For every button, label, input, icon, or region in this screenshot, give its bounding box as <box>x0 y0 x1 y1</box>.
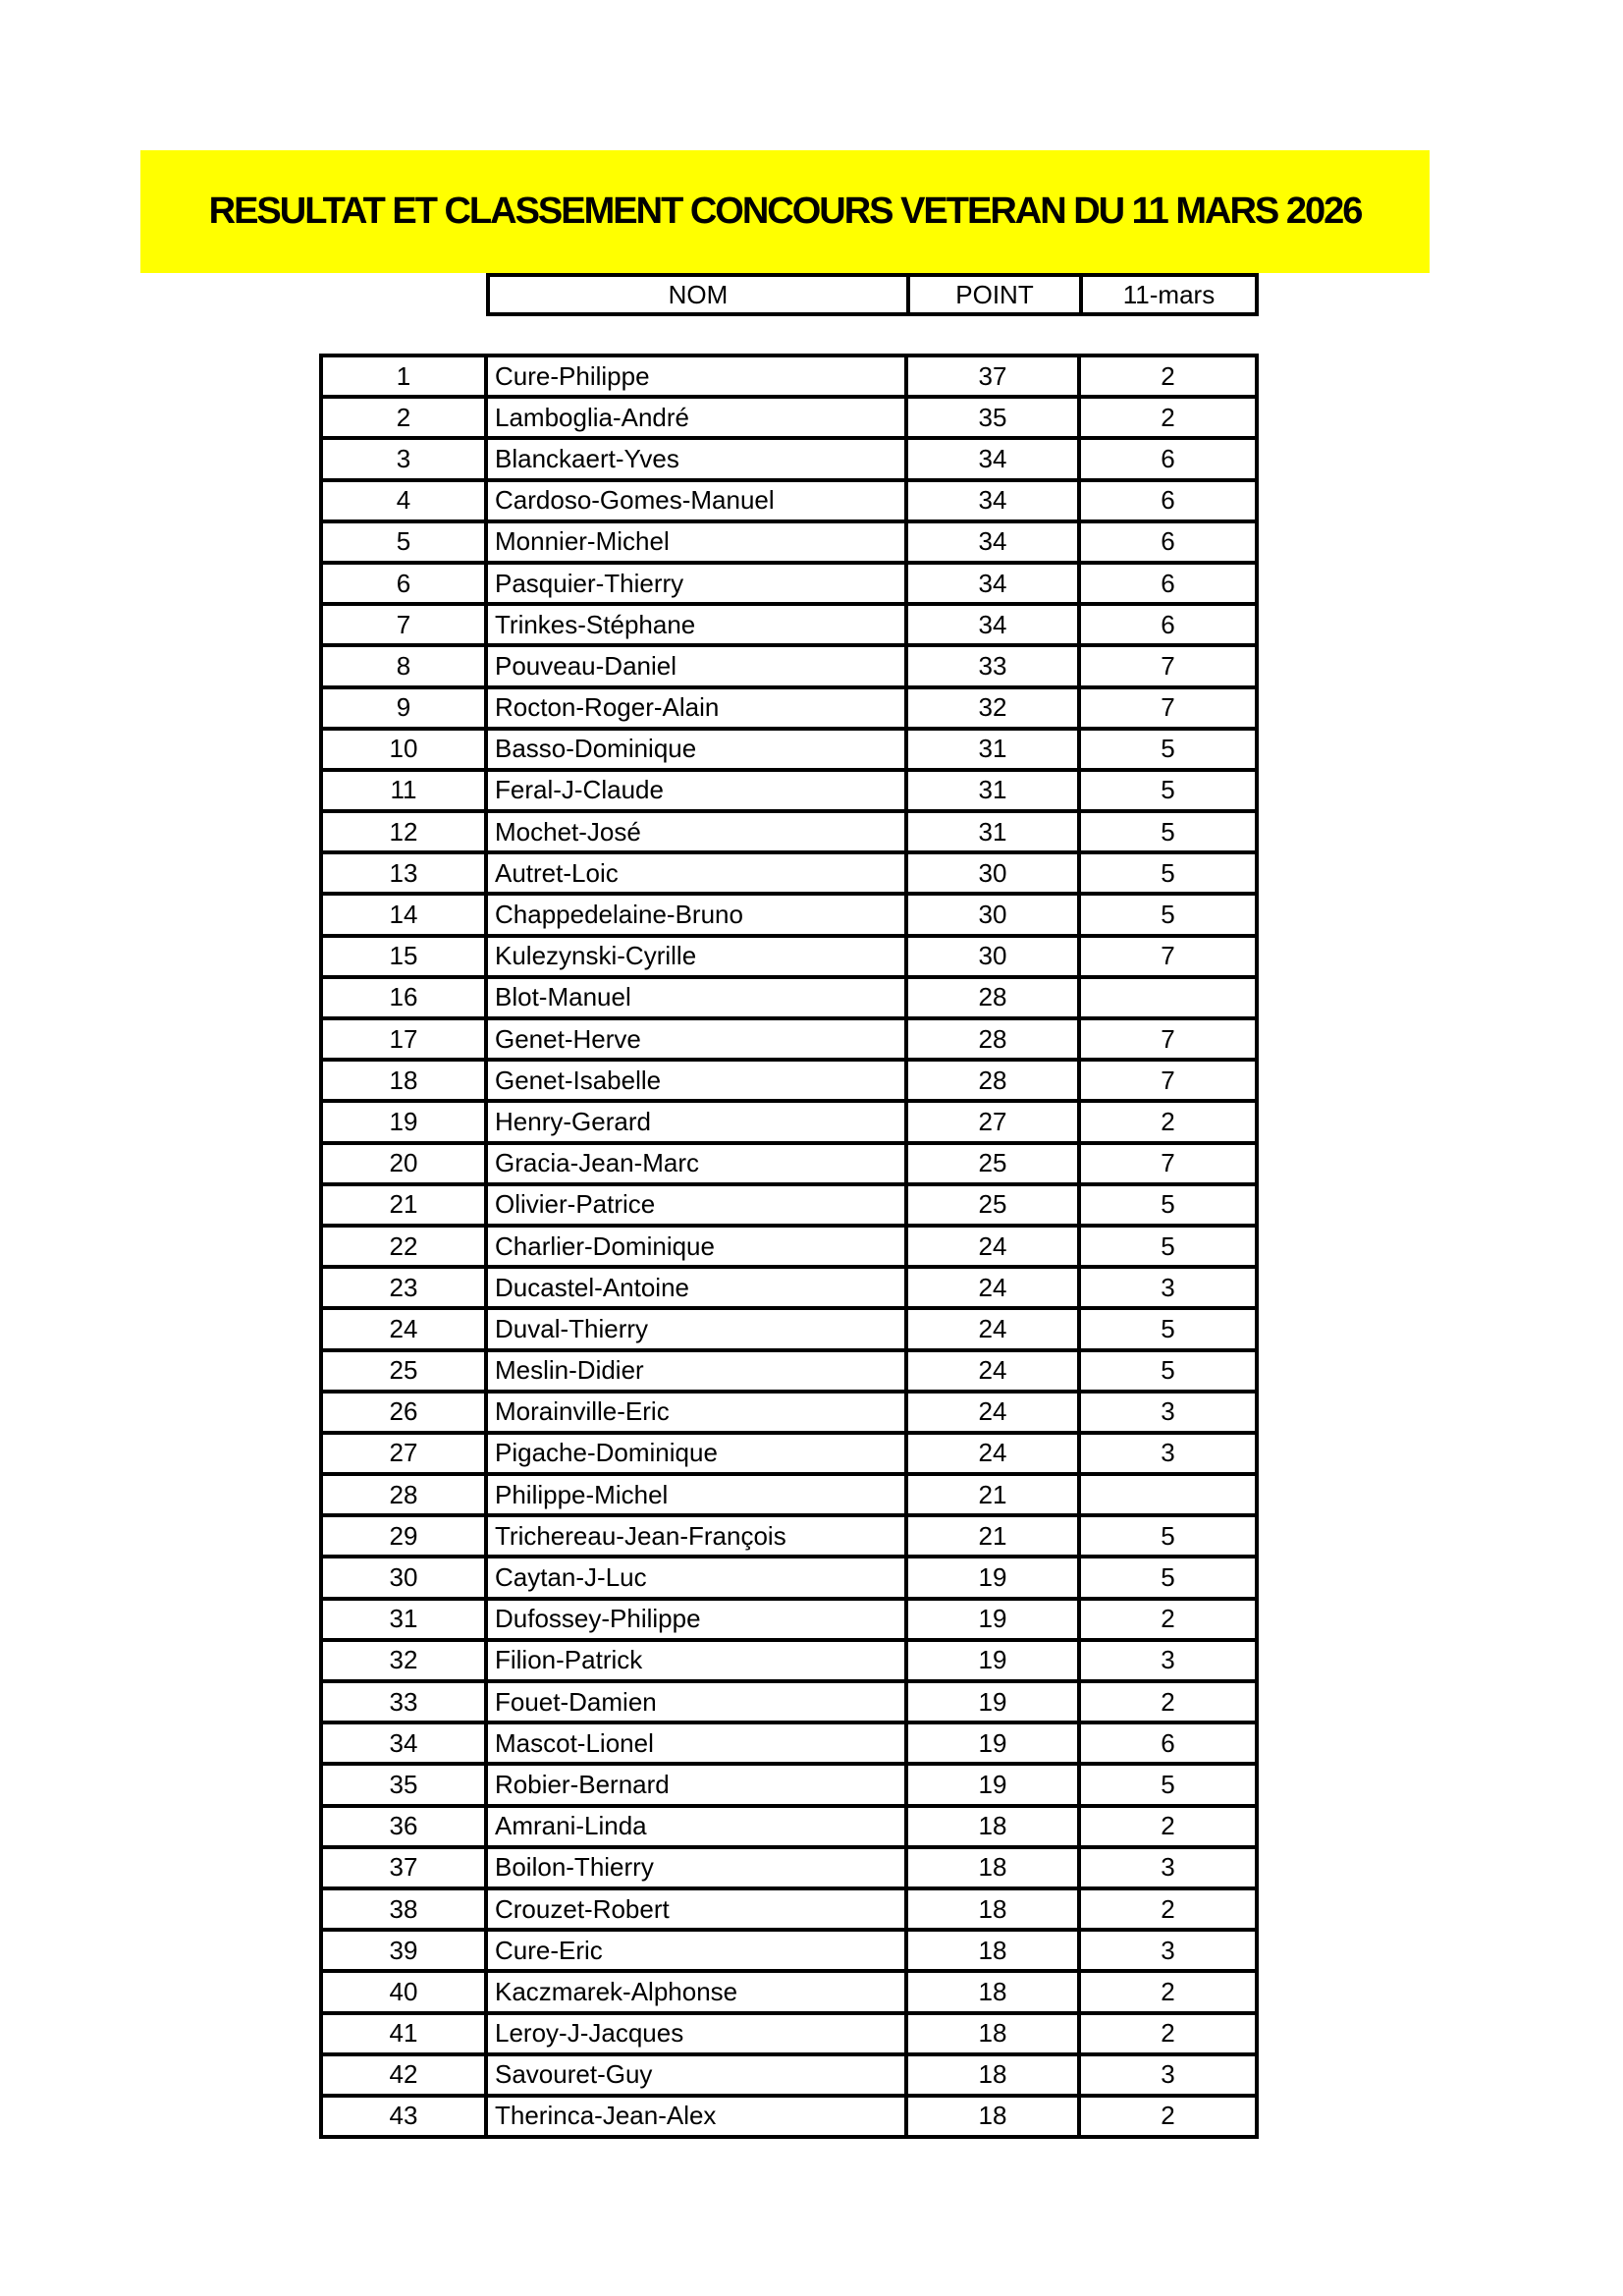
table-row <box>323 1394 1255 1435</box>
points-cell: 18 <box>908 2098 1081 2135</box>
date-points-cell: 5 <box>1161 1313 1175 1343</box>
points-cell: 19 <box>908 1642 1081 1679</box>
points-cell: 19 <box>908 1558 1081 1596</box>
title-banner <box>140 150 1430 273</box>
points-cell: 19 <box>908 1766 1081 1803</box>
date-points-cell: 5 <box>1161 1230 1175 1261</box>
rank-cell: 22 <box>323 1228 488 1265</box>
points-cell: 18 <box>908 1932 1081 1969</box>
name-cell: Mascot-Lionel <box>488 1724 908 1762</box>
results-header-row <box>486 273 1259 316</box>
table-row <box>323 1973 1255 2014</box>
name-cell: Therinca-Jean-Alex <box>488 2098 908 2135</box>
table-row <box>323 399 1255 440</box>
rank-cell: 15 <box>323 938 488 975</box>
date-points-cell: 3 <box>1161 1396 1175 1427</box>
date-points-cell: 2 <box>1161 1976 1175 2006</box>
date-points-cell: 2 <box>1161 360 1175 391</box>
date-points-cell: 7 <box>1161 1148 1175 1178</box>
table-row <box>323 731 1255 772</box>
date-points-cell: 5 <box>1161 900 1175 930</box>
name-cell: Caytan-J-Luc <box>488 1558 908 1596</box>
table-row <box>323 1890 1255 1932</box>
date-points-cell: 5 <box>1161 1520 1175 1551</box>
rank-cell: 34 <box>323 1724 488 1762</box>
rank-cell: 9 <box>323 689 488 727</box>
table-row <box>323 2015 1255 2056</box>
table-row <box>323 1435 1255 1476</box>
name-cell: Trichereau-Jean-François <box>488 1517 908 1555</box>
rank-cell: 14 <box>323 896 488 933</box>
points-cell: 24 <box>908 1310 1081 1347</box>
date-points-cell: 3 <box>1161 1272 1175 1302</box>
table-row <box>323 1062 1255 1103</box>
points-cell: 35 <box>908 399 1081 436</box>
header-cell-point: POINT <box>910 277 1083 312</box>
table-row <box>323 523 1255 565</box>
table-row <box>323 1476 1255 1517</box>
rank-cell: 43 <box>323 2098 488 2135</box>
date-points-cell: 2 <box>1161 1686 1175 1717</box>
table-row <box>323 2056 1255 2098</box>
table-row <box>323 1808 1255 1849</box>
date-points-cell: 2 <box>1161 402 1175 432</box>
name-cell: Pouveau-Daniel <box>488 647 908 684</box>
points-cell: 25 <box>908 1145 1081 1182</box>
date-points-cell: 7 <box>1161 1065 1175 1095</box>
date-points-cell: 6 <box>1161 568 1175 598</box>
table-row <box>323 854 1255 896</box>
date-points-cell: 2 <box>1161 1811 1175 1841</box>
table-row <box>323 979 1255 1020</box>
points-cell: 21 <box>908 1517 1081 1555</box>
name-cell: Philippe-Michel <box>488 1476 908 1513</box>
date-points-cell: 2 <box>1161 1604 1175 1634</box>
points-cell: 30 <box>908 854 1081 892</box>
header-cell-date: 11-mars <box>1122 279 1216 309</box>
points-cell: 18 <box>908 2056 1081 2094</box>
points-cell: 24 <box>908 1269 1081 1306</box>
name-cell: Duval-Thierry <box>488 1310 908 1347</box>
points-cell: 18 <box>908 1808 1081 1845</box>
name-cell: Mochet-José <box>488 813 908 850</box>
table-row <box>323 896 1255 937</box>
rank-cell: 3 <box>323 440 488 477</box>
table-row <box>323 1642 1255 1683</box>
table-row <box>323 1724 1255 1766</box>
points-cell: 24 <box>908 1228 1081 1265</box>
date-points-cell: 5 <box>1161 857 1175 888</box>
points-cell: 21 <box>908 1476 1081 1513</box>
points-cell: 24 <box>908 1352 1081 1390</box>
date-points-cell <box>1081 979 1255 1016</box>
date-points-cell: 6 <box>1161 443 1175 473</box>
table-row <box>323 482 1255 523</box>
points-cell: 31 <box>908 813 1081 850</box>
rank-cell: 28 <box>323 1476 488 1513</box>
name-cell: Feral-J-Claude <box>488 772 908 809</box>
table-row <box>323 1766 1255 1807</box>
table-row <box>323 1186 1255 1228</box>
rank-cell: 37 <box>323 1849 488 1886</box>
rank-cell: 16 <box>323 979 488 1016</box>
rank-cell: 31 <box>323 1601 488 1638</box>
name-cell: Gracia-Jean-Marc <box>488 1145 908 1182</box>
table-row <box>323 1145 1255 1186</box>
name-cell: Genet-Herve <box>488 1020 908 1058</box>
date-points-cell: 2 <box>1161 2018 1175 2049</box>
date-points-cell: 3 <box>1161 1935 1175 1965</box>
name-cell: Boilon-Thierry <box>488 1849 908 1886</box>
table-row <box>323 2098 1255 2135</box>
name-cell: Blanckaert-Yves <box>488 440 908 477</box>
name-cell: Filion-Patrick <box>488 1642 908 1679</box>
name-cell: Autret-Loic <box>488 854 908 892</box>
points-cell: 28 <box>908 1062 1081 1099</box>
points-cell: 28 <box>908 979 1081 1016</box>
rank-cell: 30 <box>323 1558 488 1596</box>
rank-cell: 23 <box>323 1269 488 1306</box>
rank-cell: 10 <box>323 731 488 768</box>
table-row <box>323 440 1255 481</box>
table-row <box>323 772 1255 813</box>
points-cell: 19 <box>908 1601 1081 1638</box>
table-row <box>323 813 1255 854</box>
rank-cell: 42 <box>323 2056 488 2094</box>
points-cell: 25 <box>908 1186 1081 1224</box>
date-points-cell: 6 <box>1161 485 1175 516</box>
points-cell: 31 <box>908 772 1081 809</box>
table-row <box>323 1310 1255 1351</box>
rank-cell: 26 <box>323 1394 488 1431</box>
points-cell: 33 <box>908 647 1081 684</box>
points-cell: 37 <box>908 357 1081 395</box>
date-points-cell: 5 <box>1161 1355 1175 1386</box>
rank-cell: 4 <box>323 482 488 519</box>
date-points-cell: 5 <box>1161 1189 1175 1220</box>
name-cell: Charlier-Dominique <box>488 1228 908 1265</box>
rank-cell: 33 <box>323 1683 488 1721</box>
name-cell: Dufossey-Philippe <box>488 1601 908 1638</box>
table-row <box>323 565 1255 606</box>
date-points-cell: 7 <box>1161 941 1175 971</box>
points-cell: 27 <box>908 1103 1081 1140</box>
date-points-cell: 6 <box>1161 1727 1175 1758</box>
rank-cell: 20 <box>323 1145 488 1182</box>
name-cell: Leroy-J-Jacques <box>488 2015 908 2052</box>
rank-cell: 1 <box>323 357 488 395</box>
rank-cell: 21 <box>323 1186 488 1224</box>
points-cell: 18 <box>908 1890 1081 1928</box>
rank-cell: 40 <box>323 1973 488 2010</box>
points-cell: 34 <box>908 523 1081 561</box>
rank-cell: 19 <box>323 1103 488 1140</box>
name-cell: Crouzet-Robert <box>488 1890 908 1928</box>
page-title: RESULTAT ET CLASSEMENT CONCOURS VETERAN DU 11 MARS 2026 <box>208 191 1362 232</box>
points-cell: 34 <box>908 565 1081 602</box>
rank-cell: 36 <box>323 1808 488 1845</box>
points-cell: 32 <box>908 689 1081 727</box>
name-cell: Ducastel-Antoine <box>488 1269 908 1306</box>
rank-cell: 35 <box>323 1766 488 1803</box>
rank-cell: 17 <box>323 1020 488 1058</box>
date-points-cell: 5 <box>1161 775 1175 805</box>
date-points-cell: 7 <box>1161 650 1175 681</box>
table-row <box>323 1269 1255 1310</box>
points-cell: 30 <box>908 896 1081 933</box>
points-cell: 18 <box>908 2015 1081 2052</box>
table-row <box>323 1020 1255 1062</box>
table-row <box>323 1683 1255 1724</box>
table-row <box>323 1517 1255 1558</box>
table-row <box>323 1849 1255 1890</box>
table-row <box>323 938 1255 979</box>
name-cell: Meslin-Didier <box>488 1352 908 1390</box>
table-row <box>323 606 1255 647</box>
header-cell-nom: NOM <box>490 277 910 312</box>
date-points-cell: 2 <box>1161 1106 1175 1136</box>
name-cell: Blot-Manuel <box>488 979 908 1016</box>
date-points-cell: 3 <box>1161 1645 1175 1675</box>
points-cell: 34 <box>908 440 1081 477</box>
date-points-cell: 3 <box>1161 2059 1175 2090</box>
name-cell: Henry-Gerard <box>488 1103 908 1140</box>
table-row <box>323 1103 1255 1144</box>
name-cell: Basso-Dominique <box>488 731 908 768</box>
date-points-cell: 6 <box>1161 526 1175 557</box>
date-points-cell: 5 <box>1161 1769 1175 1799</box>
rank-cell: 11 <box>323 772 488 809</box>
points-cell: 28 <box>908 1020 1081 1058</box>
points-cell: 34 <box>908 482 1081 519</box>
name-cell: Lamboglia-André <box>488 399 908 436</box>
points-cell: 24 <box>908 1435 1081 1472</box>
points-cell: 19 <box>908 1724 1081 1762</box>
rank-cell: 6 <box>323 565 488 602</box>
rank-cell: 8 <box>323 647 488 684</box>
name-cell: Robier-Bernard <box>488 1766 908 1803</box>
table-row <box>323 1601 1255 1642</box>
rank-cell: 25 <box>323 1352 488 1390</box>
rank-cell: 38 <box>323 1890 488 1928</box>
name-cell: Cure-Philippe <box>488 357 908 395</box>
name-cell: Fouet-Damien <box>488 1683 908 1721</box>
date-points-cell: 3 <box>1161 1438 1175 1468</box>
name-cell: Trinkes-Stéphane <box>488 606 908 643</box>
name-cell: Olivier-Patrice <box>488 1186 908 1224</box>
date-points-cell: 5 <box>1161 734 1175 764</box>
table-row <box>323 1558 1255 1600</box>
date-points-cell: 6 <box>1161 609 1175 639</box>
rank-cell: 2 <box>323 399 488 436</box>
name-cell: Pigache-Dominique <box>488 1435 908 1472</box>
name-cell: Amrani-Linda <box>488 1808 908 1845</box>
name-cell: Kaczmarek-Alphonse <box>488 1973 908 2010</box>
rank-cell: 24 <box>323 1310 488 1347</box>
name-cell: Kulezynski-Cyrille <box>488 938 908 975</box>
rank-cell: 7 <box>323 606 488 643</box>
date-points-cell: 2 <box>1161 1893 1175 1924</box>
name-cell: Pasquier-Thierry <box>488 565 908 602</box>
rank-cell: 12 <box>323 813 488 850</box>
table-row <box>323 1352 1255 1394</box>
rank-cell: 39 <box>323 1932 488 1969</box>
name-cell: Monnier-Michel <box>488 523 908 561</box>
table-row <box>323 689 1255 731</box>
points-cell: 30 <box>908 938 1081 975</box>
date-points-cell <box>1081 1476 1255 1513</box>
table-row <box>323 1932 1255 1973</box>
name-cell: Rocton-Roger-Alain <box>488 689 908 727</box>
results-table <box>319 354 1259 2139</box>
table-row <box>323 357 1255 399</box>
date-points-cell: 5 <box>1161 816 1175 847</box>
date-points-cell: 2 <box>1161 2101 1175 2131</box>
points-cell: 34 <box>908 606 1081 643</box>
points-cell: 18 <box>908 1849 1081 1886</box>
points-cell: 18 <box>908 1973 1081 2010</box>
date-points-cell: 7 <box>1161 692 1175 723</box>
name-cell: Chappedelaine-Bruno <box>488 896 908 933</box>
rank-cell: 32 <box>323 1642 488 1679</box>
name-cell: Genet-Isabelle <box>488 1062 908 1099</box>
name-cell: Morainville-Eric <box>488 1394 908 1431</box>
table-row <box>323 1228 1255 1269</box>
rank-cell: 27 <box>323 1435 488 1472</box>
table-row <box>323 647 1255 688</box>
rank-cell: 13 <box>323 854 488 892</box>
date-points-cell: 5 <box>1161 1562 1175 1593</box>
points-cell: 19 <box>908 1683 1081 1721</box>
points-cell: 31 <box>908 731 1081 768</box>
rank-cell: 5 <box>323 523 488 561</box>
rank-cell: 18 <box>323 1062 488 1099</box>
rank-cell: 41 <box>323 2015 488 2052</box>
rank-cell: 29 <box>323 1517 488 1555</box>
name-cell: Savouret-Guy <box>488 2056 908 2094</box>
name-cell: Cardoso-Gomes-Manuel <box>488 482 908 519</box>
points-cell: 24 <box>908 1394 1081 1431</box>
name-cell: Cure-Eric <box>488 1932 908 1969</box>
date-points-cell: 7 <box>1161 1023 1175 1054</box>
date-points-cell: 3 <box>1161 1852 1175 1883</box>
